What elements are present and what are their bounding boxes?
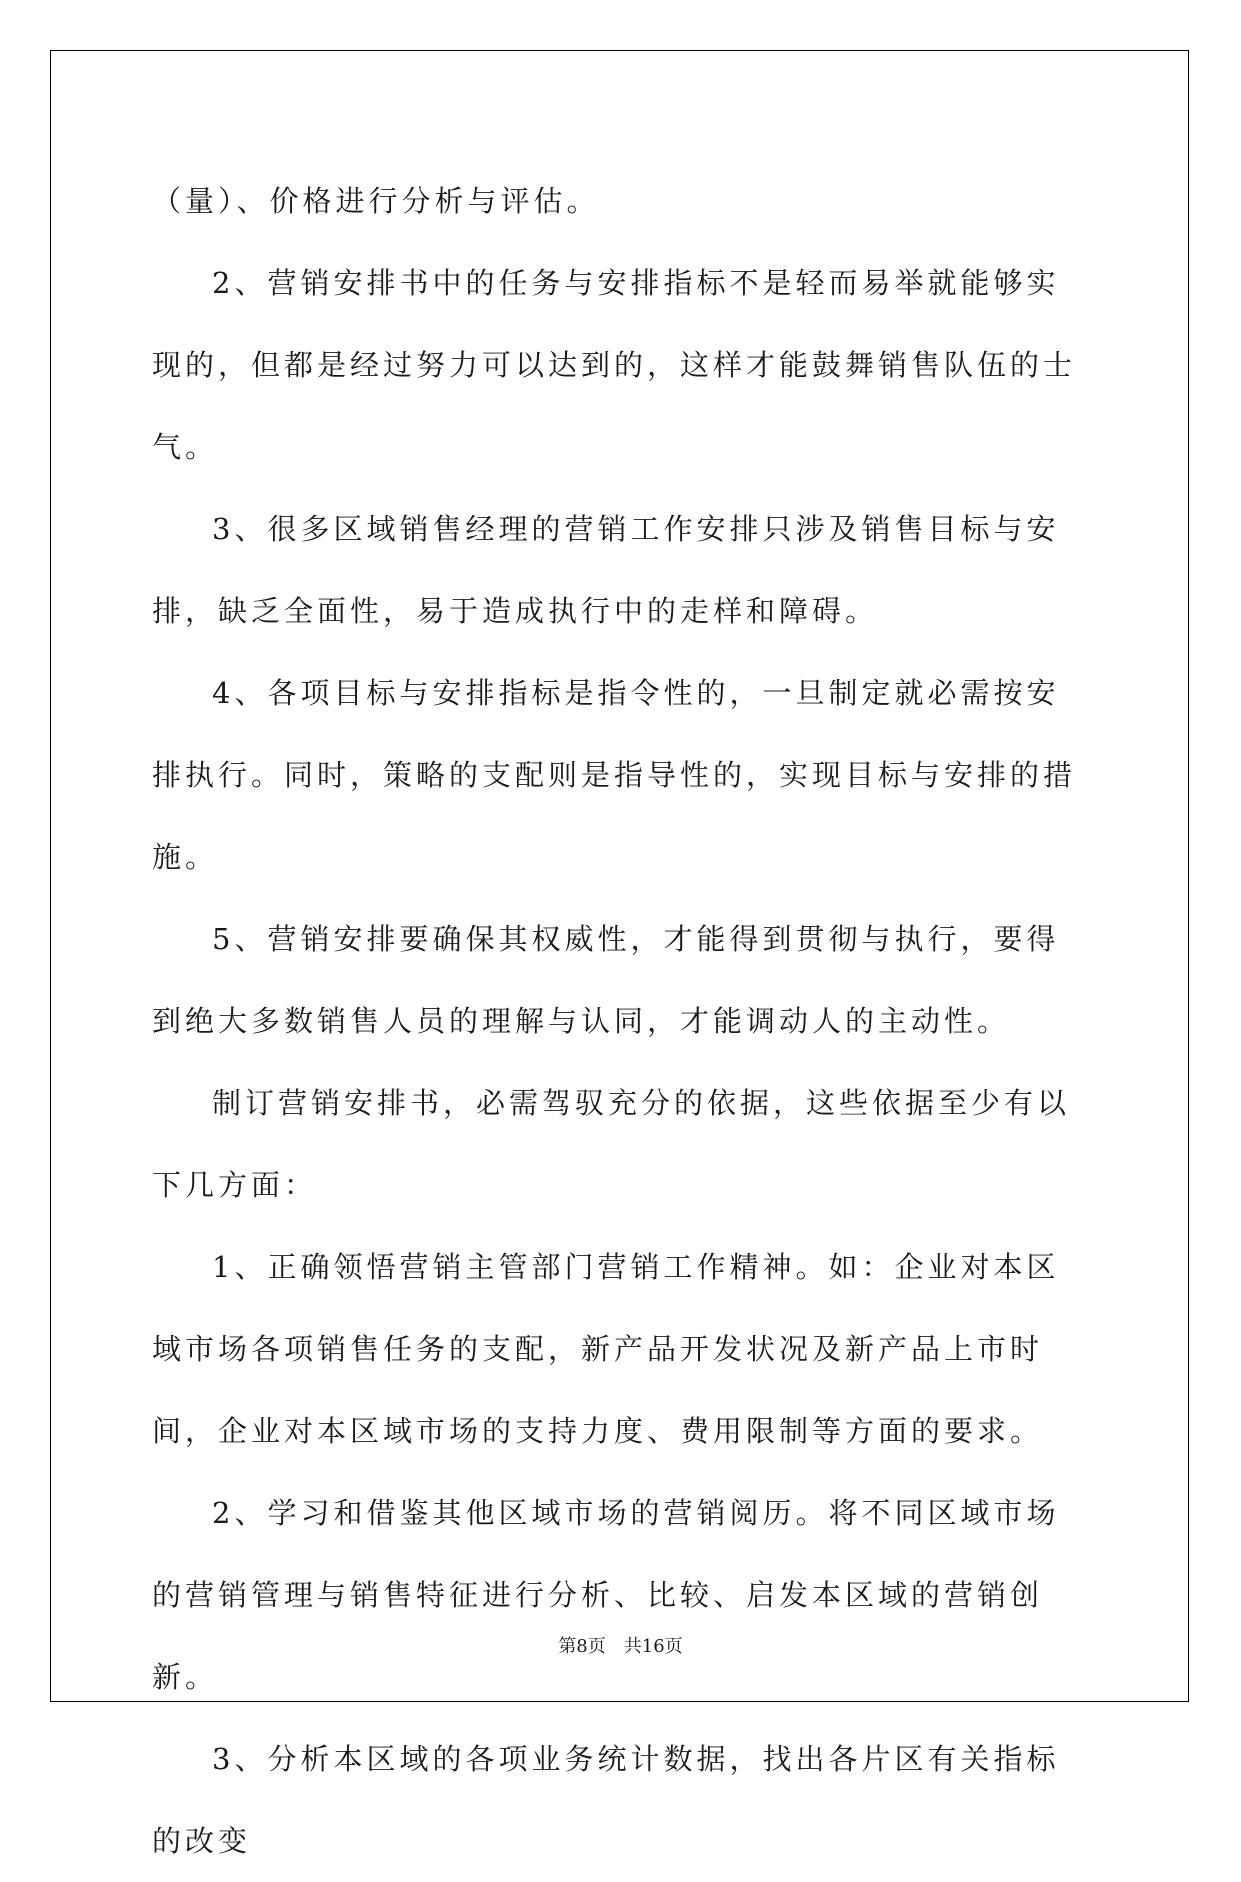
paragraph-1: （量）、价格进行分析与评估。 [152,184,600,218]
paragraph-7: 1、正确领悟营销主管部门营销工作精神。如：企业对本区域市场各项销售任务的支配，新产品开发状况及新产品上市时间，企业对本区域市场的支持力度、费用限制等方面的要求。 [152,1250,1060,1448]
paragraph-8: 2、学习和借鉴其他区域市场的营销阅历。将不同区域市场的营销管理与销售特征进行分析、比较、启发本区域的营销创新。 [152,1496,1060,1694]
page-footer [0,1632,1241,1658]
paragraph-2: 2、营销安排书中的任务与安排指标不是轻而易举就能够实现的，但都是经过努力可以达到的，这样才能鼓舞销售队伍的士气。 [152,266,1077,464]
paragraph-5: 5、营销安排要确保其权威性，才能得到贯彻与执行，要得到绝大多数销售人员的理解与认同，才能调动人的主动性。 [152,922,1060,1038]
paragraph-4: 4、各项目标与安排指标是指令性的，一旦制定就必需按安排执行。同时，策略的支配则是指导性的，实现目标与安排的措施。 [152,676,1077,874]
paragraph-3: 3、很多区域销售经理的营销工作安排只涉及销售目标与安排，缺乏全面性，易于造成执行中的走样和障碍。 [152,512,1060,628]
page-number: 第8页 [558,1636,606,1657]
page-total: 共16页 [623,1636,683,1657]
document-body [152,160,1092,1882]
paragraph-6: 制订营销安排书，必需驾驭充分的依据，这些依据至少有以下几方面： [152,1086,1071,1202]
paragraph-9: 3、分析本区域的各项业务统计数据，找出各片区有关指标的改变 [152,1742,1060,1858]
